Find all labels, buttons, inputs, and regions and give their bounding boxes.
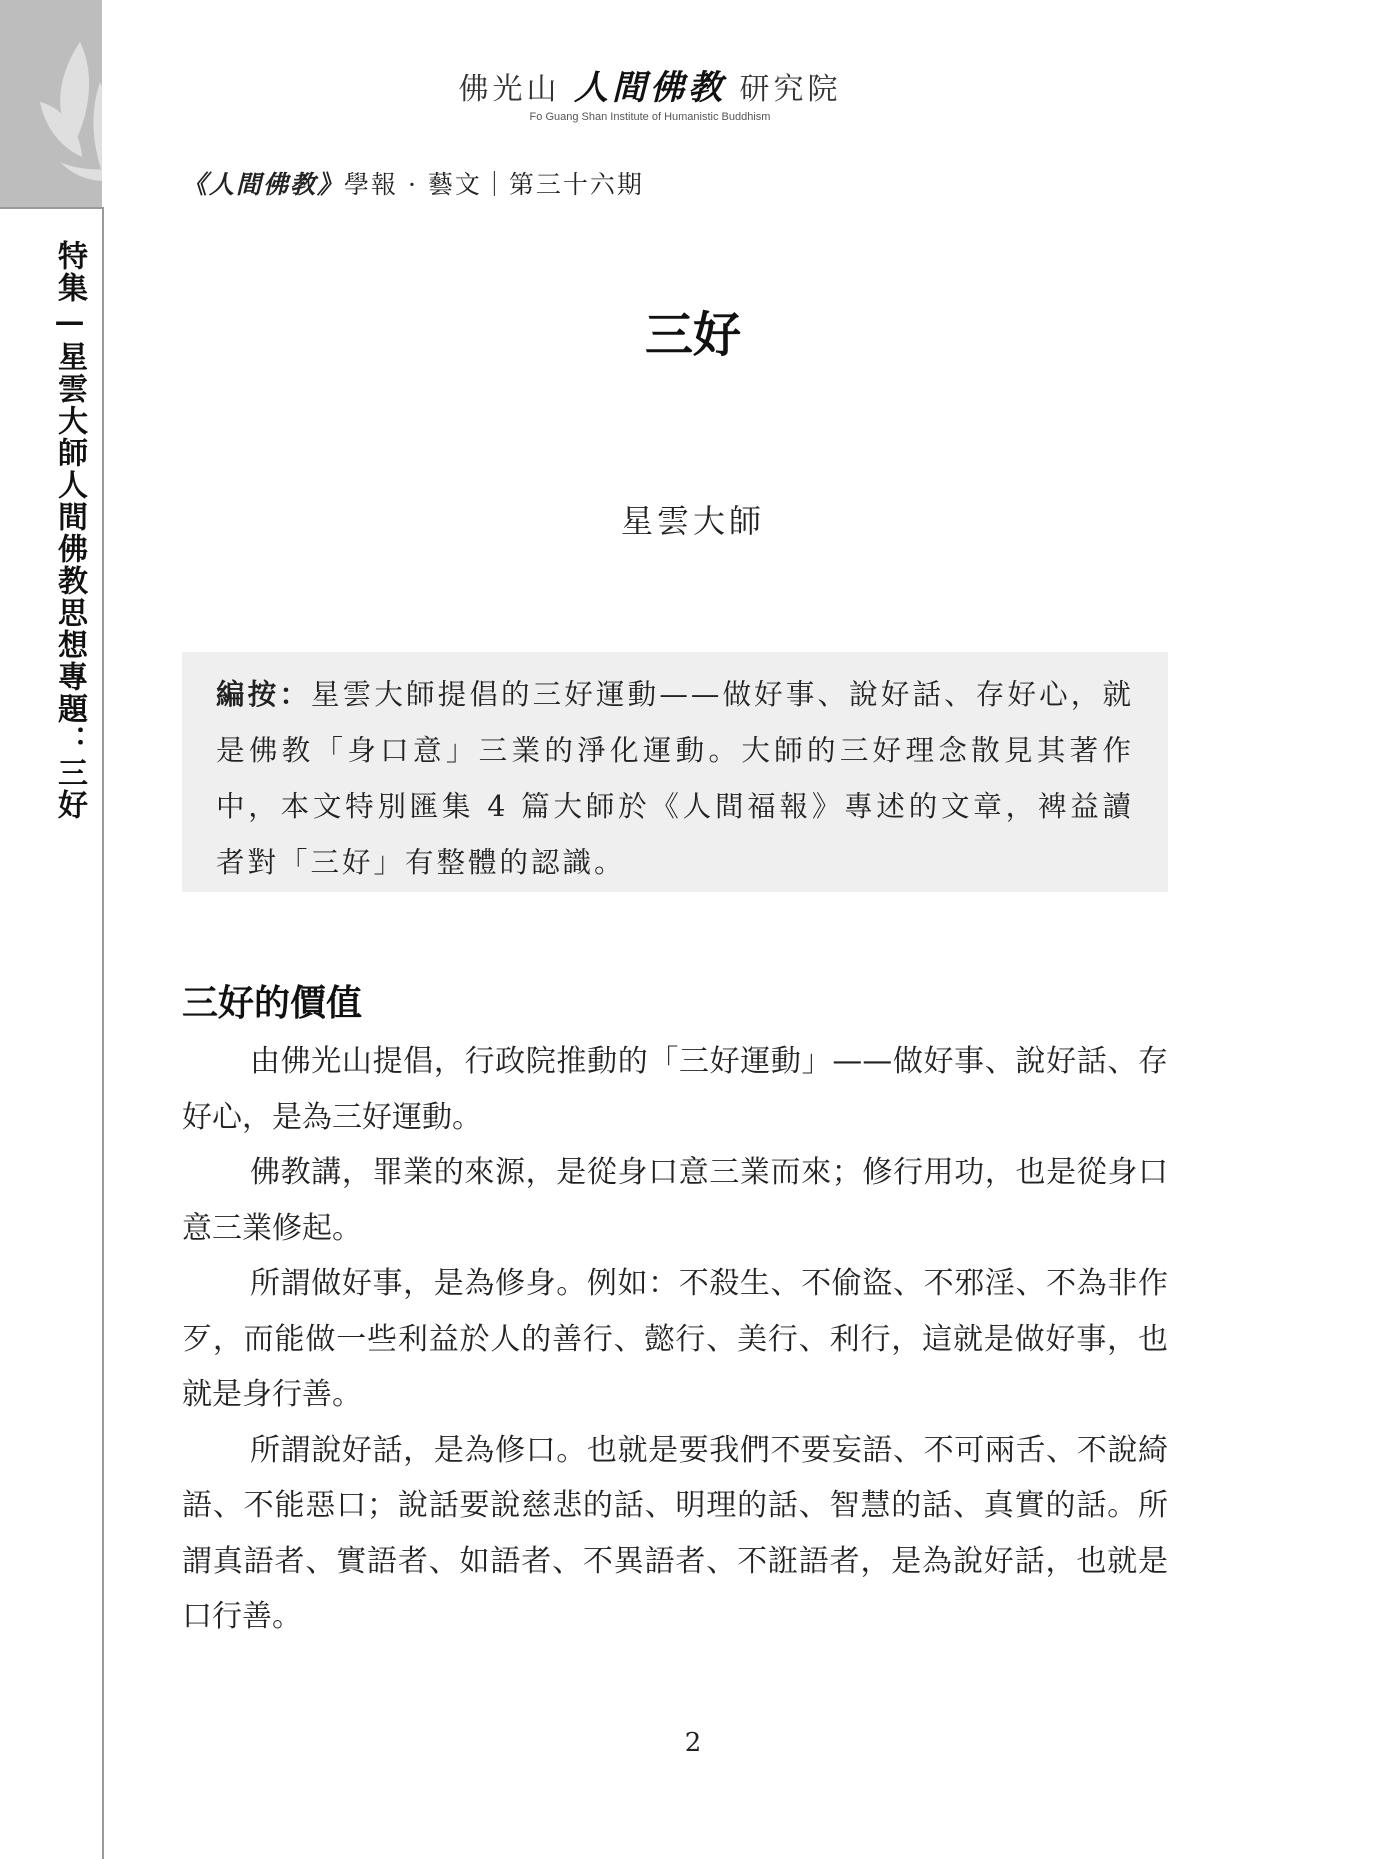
- author-name: 星雲大師: [620, 502, 765, 540]
- section-heading: 三好的價值: [182, 982, 363, 1024]
- page-number: 2: [684, 1728, 702, 1758]
- institute-english-name: Fo Guang Shan Institute of Humanistic Buddhism: [529, 111, 771, 123]
- paragraph: 由佛光山提倡，行政院推動的「三好運動」——做好事、說好話、存好心，是為三好運動。: [182, 1044, 1168, 1135]
- lotus-icon: [20, 22, 102, 207]
- institute-name: [410, 60, 890, 109]
- institute-prefix: 佛光山: [458, 72, 561, 107]
- margin-rule: [102, 207, 104, 1859]
- body-text: [182, 1034, 1168, 1645]
- editor-note-text: 星雲大師提倡的三好運動——做好事、說好話、存好心，就是佛教「身口意」三業的淨化運動。大師的三好理念散見其著作中，本文特別匯集 4 篇大師於《人間福報》專述的文章，裨益讀者對「三好」有整體的認識。: [216, 678, 1134, 879]
- article-title: 三好: [644, 307, 741, 363]
- institute-suffix: 研究院: [739, 72, 842, 107]
- editor-note-label: 編按：: [216, 677, 311, 711]
- issue-info: 學報 · 藝文｜第三十六期: [344, 170, 644, 199]
- paragraph: 所謂做好事，是為修身。例如：不殺生、不偷盜、不邪淫、不為非作歹，而能做一些利益於人的善行、懿行、美行、利行，這就是做好事，也就是身行善。: [182, 1266, 1168, 1412]
- editor-note: [182, 652, 1168, 892]
- journal-name: 《人間佛教》: [182, 170, 345, 199]
- running-head: [182, 165, 644, 201]
- institute-logo: [410, 60, 890, 123]
- paragraph: 所謂說好話，是為修口。也就是要我們不要妄語、不可兩舌、不說綺語、不能惡口；說話要說慈悲的話、明理的話、智慧的話、真實的話。所謂真語者、實語者、如語者、不異語者、不誑語者，是為說好話，也就是口行善。: [182, 1432, 1168, 1634]
- paragraph: 佛教講，罪業的來源，是從身口意三業而來；修行用功，也是從身口意三業修起。: [182, 1155, 1168, 1246]
- corner-decoration: [0, 0, 102, 207]
- institute-brand: 人間佛教: [574, 68, 726, 108]
- header-divider: [0, 207, 104, 209]
- side-tab-title: 特集—星雲大師人間佛教思想專題：三好: [52, 240, 87, 821]
